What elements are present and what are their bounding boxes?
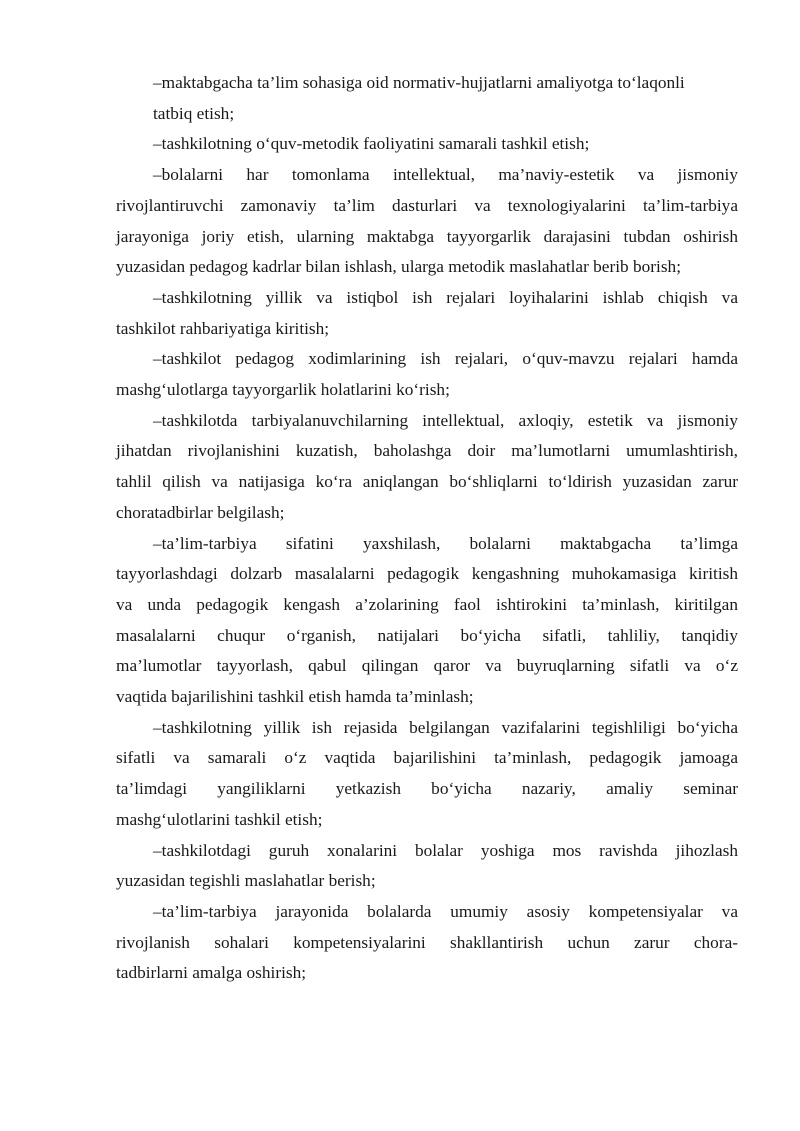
paragraph xyxy=(116,160,738,283)
text-line: tayyorlashdagi dolzarb masalalarni pedagogik kengashning muhokamasiga kiritish xyxy=(116,564,738,584)
paragraph xyxy=(116,68,738,129)
paragraph xyxy=(116,713,738,836)
text-line: tadbirlarni amalga oshirish; xyxy=(116,963,307,983)
text-line: mashg‘ulotlarini tashkil etish; xyxy=(116,809,323,829)
text-line: ma’lumotlar tayyorlash, qabul qilingan qaror va buyruqlarning sifatli va o‘z xyxy=(116,656,738,676)
text-line: –maktabgacha ta’lim sohasiga oid normativ-hujjatlarni amaliyotga to‘laqonli xyxy=(153,73,685,92)
text-line: yuzasidan tegishli maslahatlar berish; xyxy=(116,871,376,891)
text-line: tashkilot rahbariyatiga kiritish; xyxy=(116,318,330,338)
paragraph xyxy=(116,283,738,344)
text-line: rivojlantiruvchi zamonaviy ta’lim dasturlari va texnologiyalarini ta’lim-tarbiya xyxy=(116,195,738,215)
text-line: –tashkilotning yillik ish rejasida belgilangan vazifalarini tegishliligi bo‘yicha xyxy=(153,717,738,737)
text-line: ta’limdagi yangiliklarni yetkazish bo‘yicha nazariy, amaliy seminar xyxy=(116,779,738,799)
text-line: tahlil qilish va natijasiga ko‘ra aniqlangan bo‘shliqlarni to‘ldirish yuzasidan zarur xyxy=(116,472,738,492)
text-line: mashg‘ulotlarga tayyorgarlik holatlarini ko‘rish; xyxy=(116,380,450,400)
text-line: jihatdan rivojlanishini kuzatish, baholashga doir ma’lumotlarni umumlashtirish, xyxy=(116,441,738,461)
text-line: –tashkilot pedagog xodimlarining ish rejalari, o‘quv-mavzu rejalari hamda xyxy=(153,349,738,369)
text-line: sifatli va samarali o‘z vaqtida bajarilishini ta’minlash, pedagogik jamoaga xyxy=(116,748,738,768)
paragraph xyxy=(116,129,738,160)
text-line: tatbiq etish; xyxy=(153,103,235,123)
text-line: –ta’lim-tarbiya sifatini yaxshilash, bolalarni maktabgacha ta’limga xyxy=(153,533,738,553)
text-line: va unda pedagogik kengash a’zolarining faol ishtirokini ta’minlash, kiritilgan xyxy=(116,594,738,614)
text-line: jarayoniga joriy etish, ularning maktabga tayyorgarlik darajasini tubdan oshirish xyxy=(116,226,738,246)
text-line: –tashkilotda tarbiyalanuvchilarning intellektual, axloqiy, estetik va jismoniy xyxy=(153,410,738,430)
text-line: –tashkilotdagi guruh xonalarini bolalar yoshiga mos ravishda jihozlash xyxy=(153,840,738,860)
text-line: masalalarni chuqur o‘rganish, natijalari bo‘yicha sifatli, tahliliy, tanqidiy xyxy=(116,625,738,645)
text-line: yuzasidan pedagog kadrlar bilan ishlash, ularga metodik maslahatlar berib borish; xyxy=(116,257,681,277)
paragraph xyxy=(116,836,738,897)
text-line: –tashkilotning o‘quv-metodik faoliyatini samarali tashkil etish; xyxy=(153,134,590,154)
text-line: –ta’lim-tarbiya jarayonida bolalarda umumiy asosiy kompetensiyalar va xyxy=(153,901,738,921)
text-line: vaqtida bajarilishini tashkil etish hamda ta’minlash; xyxy=(116,687,474,707)
document-page xyxy=(116,68,738,989)
paragraph xyxy=(116,406,738,529)
text-line: –tashkilotning yillik va istiqbol ish rejalari loyihalarini ishlab chiqish va xyxy=(153,287,738,307)
text-line: choratadbirlar belgilash; xyxy=(116,502,285,522)
paragraph xyxy=(116,344,738,405)
text-line: rivojlanish sohalari kompetensiyalarini shakllantirish uchun zarur chora- xyxy=(116,932,738,952)
paragraph xyxy=(116,897,738,989)
text-line: –bolalarni har tomonlama intellektual, ma’naviy-estetik va jismoniy xyxy=(153,165,738,185)
paragraph xyxy=(116,529,738,713)
